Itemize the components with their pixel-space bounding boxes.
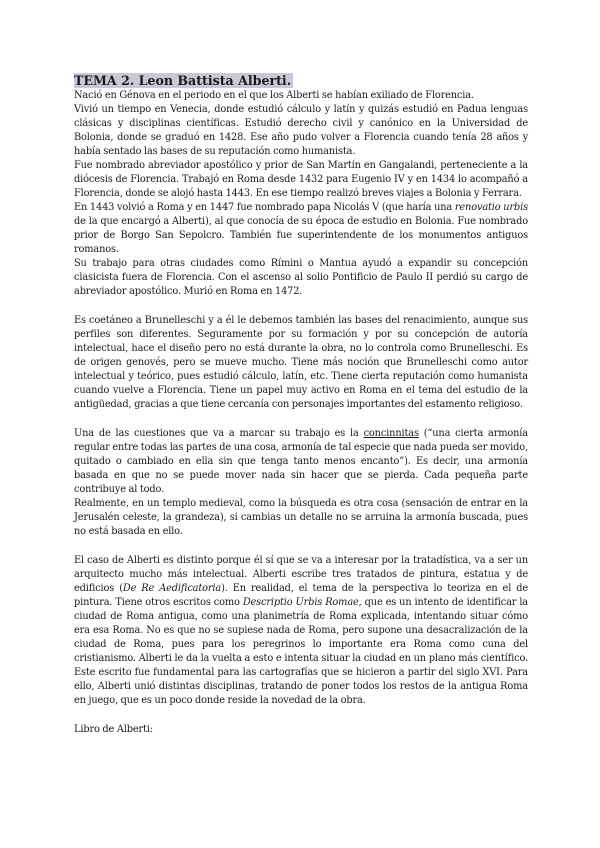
p9-text-c: , que es un intento de identificar la ciudad de Roma antigua, como una planimetría de Roma explicada, intentando situar cómo era esa Roma. No es que no se supiese nada de Roma, pero supone una desacralización de la ciudad de Roma, pues para los peregrinos lo importante era Roma como cuna del cristianismo. Alberti le da la vuelta a esto e intenta situar la ciudad en un plano más científico. Este escrito fue fundamental para las cartografías que se hicieron a partir del siglo XVI. Para ello, Alberti unió distintas disciplinas, tratando de poner todos los restos de la antigua Roma en juego, que es un poco donde reside la novedad de la obra. bbox=[74, 597, 528, 706]
paragraph-other-cities: Su trabajo para otras ciudades como Rímini o Mantua ayudó a expandir su concepción clasicista fuera de Florencia. Con el ascenso al solio Pontificio de Paulo II perdió su cargo de abreviador apostólico. Murió en Roma en 1472. bbox=[74, 258, 528, 297]
concinnitas-term: concinnitas bbox=[363, 428, 419, 439]
p4-text-a: En 1443 volvió a Roma y en 1447 fue nombrado papa Nicolás V (que haría una bbox=[74, 202, 455, 213]
paragraph-treatises bbox=[74, 554, 528, 708]
renovatio-urbis-term: renovatio urbis bbox=[454, 202, 528, 213]
paragraph-libro: Libro de Alberti: bbox=[74, 724, 153, 735]
paragraph-gap bbox=[74, 412, 528, 427]
paragraph-gap bbox=[74, 299, 528, 314]
paragraph-rome bbox=[74, 201, 528, 257]
paragraph-birth: Nació en Génova en el periodo en el que los Alberti se habían exiliado de Florencia. bbox=[74, 90, 474, 101]
paragraph-medieval-temple: Realmente, en un templo medieval, como la búsqueda es otra cosa (sensación de entrar en la Jerusalén celeste, la grandeza), si cambias un detalle no se arruina la armonía buscada, pues no está basada en ello. bbox=[74, 498, 528, 537]
descriptio-urbis-romae-title: Descriptio Urbis Romae bbox=[242, 597, 359, 608]
paragraph-brunelleschi: Es coetáneo a Brunelleschi y a él le debemos también las bases del renacimiento, aunque sus perfiles son diferentes. Seguramente por su formación y por su concepción de autoría intelectual, hace el diseño pero no está durante la obra, no lo controla como Brunelleschi. Es de origen genovés, pero se mueve mucho. Tiene más noción que Brunelleschi como autor intelectual y teórico, pues estudió cálculo, latín, etc. Tiene cierta reputación como humanista cuando vuelve a Florencia. Tiene un papel muy activo en Roma en el tema del estudio de la antigüedad, gracias a que tiene cercanía con personajes importantes del estamento religioso. bbox=[74, 315, 528, 410]
paragraph-education: Vivió un tiempo en Venecia, donde estudió cálculo y latín y quizás estudió en Padua lenguas clásicas y disciplinas científicas. Estudió derecho civil y canónico en la Universidad de Bolonia, donde se graduó en 1428. Ese año pudo volver a Florencia cuando tenía 28 años y había sentado las bases de su reputación como humanista. bbox=[74, 104, 528, 157]
p9-text-b: ). En realidad, el tema de la perspectiva lo teoriza en el de pintura. Tiene otros escritos como bbox=[74, 583, 528, 608]
p9-text-a: El caso de Alberti es distinto porque él sí que se va a interesar por la tratadística, va a ser un arquitecto mucho más intelectual. Alberti escribe tres tratados de pintura, estatua y de edificios ( bbox=[74, 555, 528, 594]
p7-text-a: Una de las cuestiones que va a marcar su trabajo es la bbox=[74, 428, 364, 439]
paragraph-gap bbox=[74, 708, 528, 723]
page-title: TEMA 2. Leon Battista Alberti. bbox=[74, 73, 292, 88]
paragraph-concinnitas bbox=[74, 427, 528, 497]
p7-text-b: (“una cierta armonía regular entre todas las partes de una cosa, armonía de tal especie que nada pueda ser movido, quitado o cambiado en ella sin que tenga tanto menos encanto”). Es decir, una armonía basada en que no se puede mover nada sin hacer que se pierda. Cada pequeña parte contribuye al todo. bbox=[74, 428, 528, 495]
paragraph-gap bbox=[74, 539, 528, 554]
paragraph-career: Fue nombrado abreviador apostólico y prior de San Martín en Gangalandi, perteneciente a la diócesis de Florencia. Trabajó en Roma desde 1432 para Eugenio IV y en 1434 lo acompañó a Florencia, donde se alojó hasta 1443. En ese tiempo realizó breves viajes a Bolonia y Ferrara. bbox=[74, 160, 528, 199]
p4-text-b: de la que encargó a Alberti), al que conocía de su época de estudio en Bolonia. Fue nombrado prior de Borgo San Sepolcro. También fue superintendente de los monumentos antiguos romanos. bbox=[74, 216, 528, 255]
de-re-aedificatoria-title: De Re Aedificatoria bbox=[122, 583, 222, 594]
